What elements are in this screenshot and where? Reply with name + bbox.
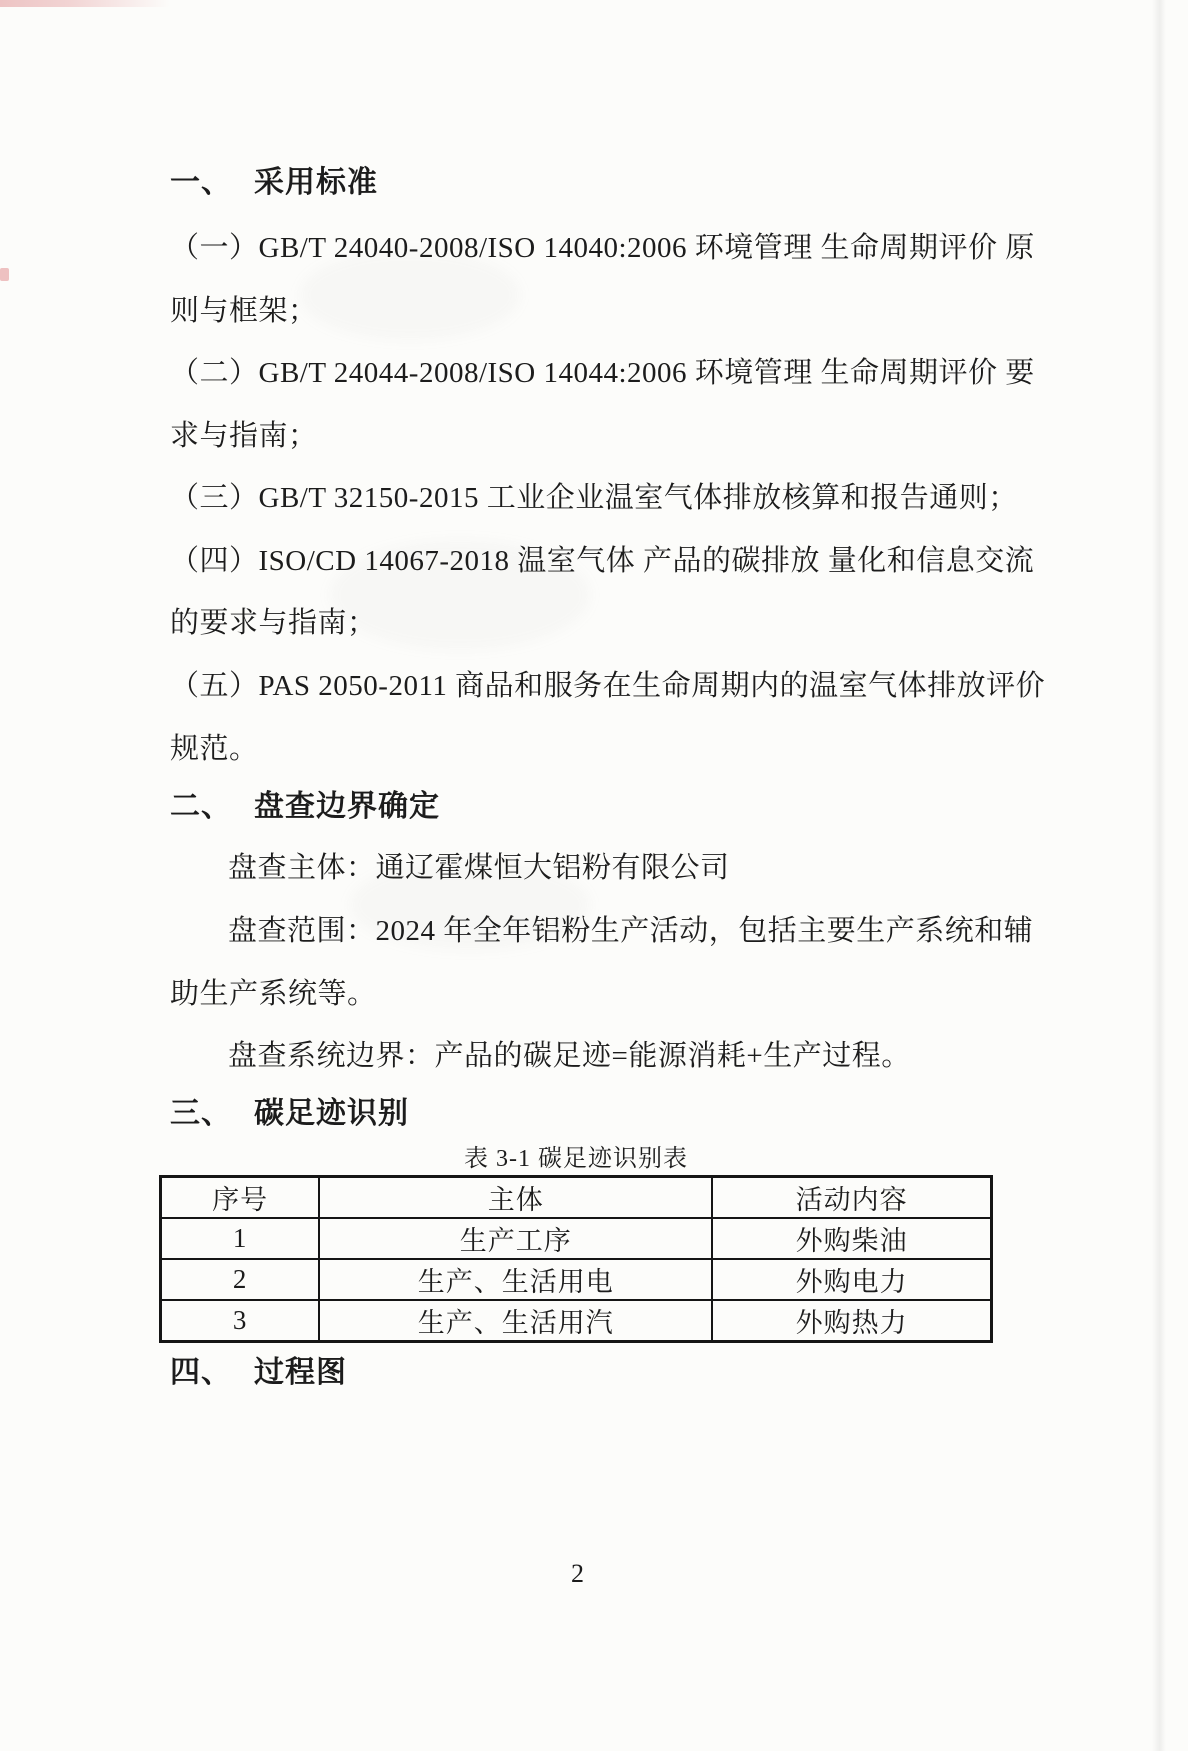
standard-line-3: （三）GB/T 32150-2015 工业企业温室气体排放核算和报告通则； bbox=[170, 482, 1018, 514]
boundary-scope-line: 盘查范围：2024 年全年铝粉生产活动，包括主要生产系统和辅 bbox=[228, 915, 1034, 947]
boundary-subject-line: 盘查主体：通辽霍煤恒大铝粉有限公司 bbox=[228, 852, 730, 884]
section-heading-4 bbox=[170, 1356, 347, 1389]
table-cell: 外购电力 bbox=[712, 1259, 991, 1300]
table-caption: 表 3-1 碳足迹识别表 bbox=[464, 1146, 688, 1172]
standard-line-2: （二）GB/T 24044-2008/ISO 14044:2006 环境管理 生命周期评价 要 bbox=[170, 357, 1035, 389]
scan-artifact-red-top bbox=[0, 0, 170, 7]
table-row bbox=[161, 1259, 992, 1300]
heading-title: 盘查边界确定 bbox=[254, 790, 440, 823]
heading-title: 采用标准 bbox=[254, 166, 378, 199]
table-header-cell-subject: 主体 bbox=[319, 1177, 712, 1219]
heading-number: 四、 bbox=[170, 1356, 232, 1389]
standard-line-2-cont: 求与指南； bbox=[170, 420, 318, 452]
standard-line-4: （四）ISO/CD 14067-2018 温室气体 产品的碳排放 量化和信息交流 bbox=[170, 545, 1035, 577]
section-heading-2 bbox=[170, 790, 440, 823]
carbon-footprint-table bbox=[159, 1175, 993, 1343]
standard-line-1: （一）GB/T 24040-2008/ISO 14040:2006 环境管理 生命周期评价 原 bbox=[170, 232, 1035, 264]
heading-title: 过程图 bbox=[254, 1356, 347, 1389]
boundary-system-line: 盘查系统边界：产品的碳足迹=能源消耗+生产过程。 bbox=[228, 1040, 911, 1072]
heading-number: 一、 bbox=[170, 166, 232, 199]
standard-line-4-cont: 的要求与指南； bbox=[170, 607, 377, 639]
page-number: 2 bbox=[571, 1559, 584, 1588]
table-cell: 生产、生活用电 bbox=[319, 1259, 712, 1300]
table-cell: 1 bbox=[161, 1218, 320, 1259]
boundary-scope-line-cont: 助生产系统等。 bbox=[170, 978, 377, 1010]
table-row bbox=[161, 1218, 992, 1259]
table-cell: 2 bbox=[161, 1259, 320, 1300]
table-header-cell-activity: 活动内容 bbox=[712, 1177, 991, 1219]
section-heading-3 bbox=[170, 1097, 409, 1130]
standard-line-5: （五）PAS 2050-2011 商品和服务在生命周期内的温室气体排放评价 bbox=[170, 670, 1046, 702]
heading-number: 三、 bbox=[170, 1097, 232, 1130]
table-cell: 外购柴油 bbox=[712, 1218, 991, 1259]
table-cell: 生产、生活用汽 bbox=[319, 1300, 712, 1342]
scan-artifact-red-left bbox=[0, 268, 9, 281]
heading-title: 碳足迹识别 bbox=[254, 1097, 409, 1130]
table-cell: 生产工序 bbox=[319, 1218, 712, 1259]
table-header-cell-no: 序号 bbox=[161, 1177, 320, 1219]
standard-line-5-cont: 规范。 bbox=[170, 733, 259, 765]
table-cell: 3 bbox=[161, 1300, 320, 1342]
table-cell: 外购热力 bbox=[712, 1300, 991, 1342]
section-heading-1 bbox=[170, 166, 378, 199]
standard-line-1-cont: 则与框架； bbox=[170, 295, 318, 327]
table-header-row bbox=[161, 1177, 992, 1219]
heading-number: 二、 bbox=[170, 790, 232, 823]
scan-edge-shade bbox=[1152, 0, 1166, 1751]
table-row bbox=[161, 1300, 992, 1342]
